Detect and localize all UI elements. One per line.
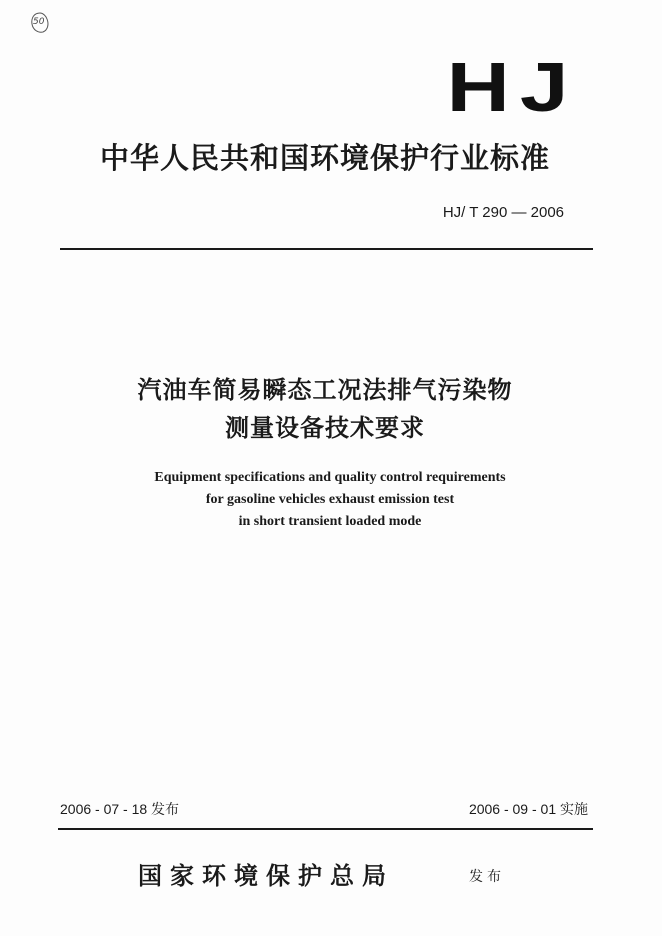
- hj-logo: HJ: [446, 48, 578, 126]
- english-title-line-2: for gasoline vehicles exhaust emission test: [205, 492, 455, 507]
- standard-number: HJ/ T 290 — 2006: [442, 204, 564, 221]
- bottom-divider: [58, 828, 593, 830]
- issuer-action-label: 发布: [469, 869, 505, 885]
- implementation-date: 2006 - 09 - 01 实施: [468, 801, 588, 817]
- top-divider: [60, 248, 593, 250]
- english-title-line-3: in short transient loaded mode: [238, 514, 422, 529]
- chinese-title-line-2: 测量设备技术要求: [225, 414, 425, 442]
- english-title-line-1: Equipment specifications and quality control requirements: [154, 470, 506, 485]
- stamp-text: 50: [33, 17, 45, 27]
- standard-category-title: 中华人民共和国环境保护行业标准: [99, 141, 550, 175]
- stamp-mark: [30, 12, 50, 34]
- issuing-authority: 国家环境保护总局: [138, 862, 394, 890]
- chinese-title-line-1: 汽油车简易瞬态工况法排气污染物: [137, 376, 513, 404]
- issue-date: 2006 - 07 - 18 发布: [60, 801, 180, 817]
